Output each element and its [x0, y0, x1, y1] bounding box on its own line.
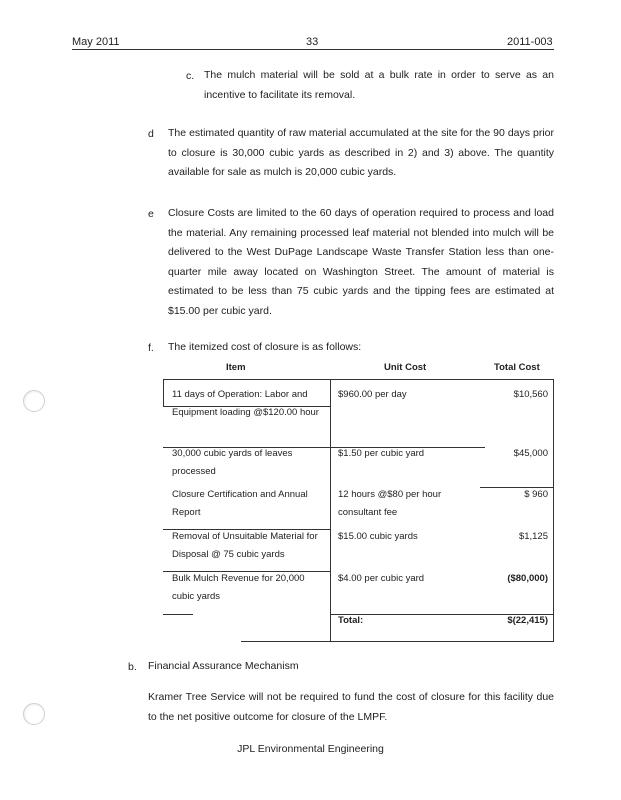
section-b-marker: b.	[128, 661, 137, 673]
header-doc-number: 2011-003	[507, 36, 553, 48]
page-number: 33	[306, 36, 319, 48]
table-cell-item: Bulk Mulch Revenue for 20,000 cubic yards	[172, 573, 305, 602]
item-d-marker: d	[148, 128, 154, 140]
table-cell-item: 11 days of Operation: Labor and Equipment loading @$120.00 hour	[172, 389, 319, 418]
col-header-item: Item	[226, 362, 246, 373]
binder-hole-bottom	[23, 703, 45, 725]
page-footer: JPL Environmental Engineering	[237, 743, 384, 755]
table-cell-item: 30,000 cubic yards of leaves processed	[172, 448, 293, 477]
item-d-text: The estimated quantity of raw material accumulated at the site for the 90 days prior to closure is 30,000 cubic yards as described in 2) and 3) above. The quantity available for sale as mulch is 20,000 cubic yards.	[168, 127, 554, 178]
table-col-divider-1	[330, 379, 331, 642]
item-e-text: Closure Costs are limited to the 60 days of operation required to process and load the material. Any remaining processed leaf material not blended into mulch will be delivered to the West DuPage Landscape Waste Transfer Station less than one-quarter mile away located on Washington Street. The amount of material is estimated to be less than 75 cubic yards and the tipping fees are estimated at $15.00 per cubic yard.	[168, 207, 554, 317]
table-cell-total: $1,125	[518, 531, 548, 542]
table-cell-total: ($80,000)	[507, 573, 548, 584]
table-cell-total: $ 960	[524, 489, 548, 500]
item-c-text: The mulch material will be sold at a bulk rate in order to serve as an incentive to facilitate its removal.	[204, 69, 554, 101]
table-cell-total: $10,560	[513, 389, 548, 400]
table-rule	[163, 614, 193, 615]
table-cell-unit: $960.00 per day	[338, 389, 407, 400]
table-total-value: $(22,415)	[507, 615, 548, 626]
item-e-marker: e	[148, 208, 154, 220]
col-header-total-cost: Total Cost	[494, 362, 540, 373]
item-f-marker: f.	[148, 342, 154, 354]
item-c-marker: c.	[186, 70, 195, 82]
table-cell-unit: $15.00 cubic yards	[338, 531, 418, 542]
table-left-border	[163, 379, 164, 406]
table-cell-item: Removal of Unsuitable Material for Disposal @ 75 cubic yards	[172, 531, 318, 560]
header-rule	[72, 49, 554, 50]
binder-hole-top	[23, 390, 45, 412]
col-header-unit-cost: Unit Cost	[384, 362, 427, 373]
section-b-title: Financial Assurance Mechanism	[148, 660, 299, 672]
table-bottom-rule	[241, 641, 554, 642]
table-header-rule	[163, 379, 554, 380]
table-cell-unit: $1.50 per cubic yard	[338, 448, 425, 459]
table-cell-total: $45,000	[513, 448, 548, 459]
table-total-label: Total:	[338, 615, 364, 626]
table-cell-unit: $4.00 per cubic yard	[338, 573, 425, 584]
table-cell-item: Closure Certification and Annual Report	[172, 489, 308, 518]
table-right-border	[553, 379, 554, 642]
section-b-text: Kramer Tree Service will not be required to fund the cost of closure for this facility due to the net positive outcome for closure of the LMPF.	[148, 691, 554, 723]
header-date: May 2011	[72, 36, 120, 48]
item-f-text: The itemized cost of closure is as follows:	[168, 341, 362, 353]
table-cell-unit: 12 hours @$80 per hour consultant fee	[338, 489, 442, 518]
